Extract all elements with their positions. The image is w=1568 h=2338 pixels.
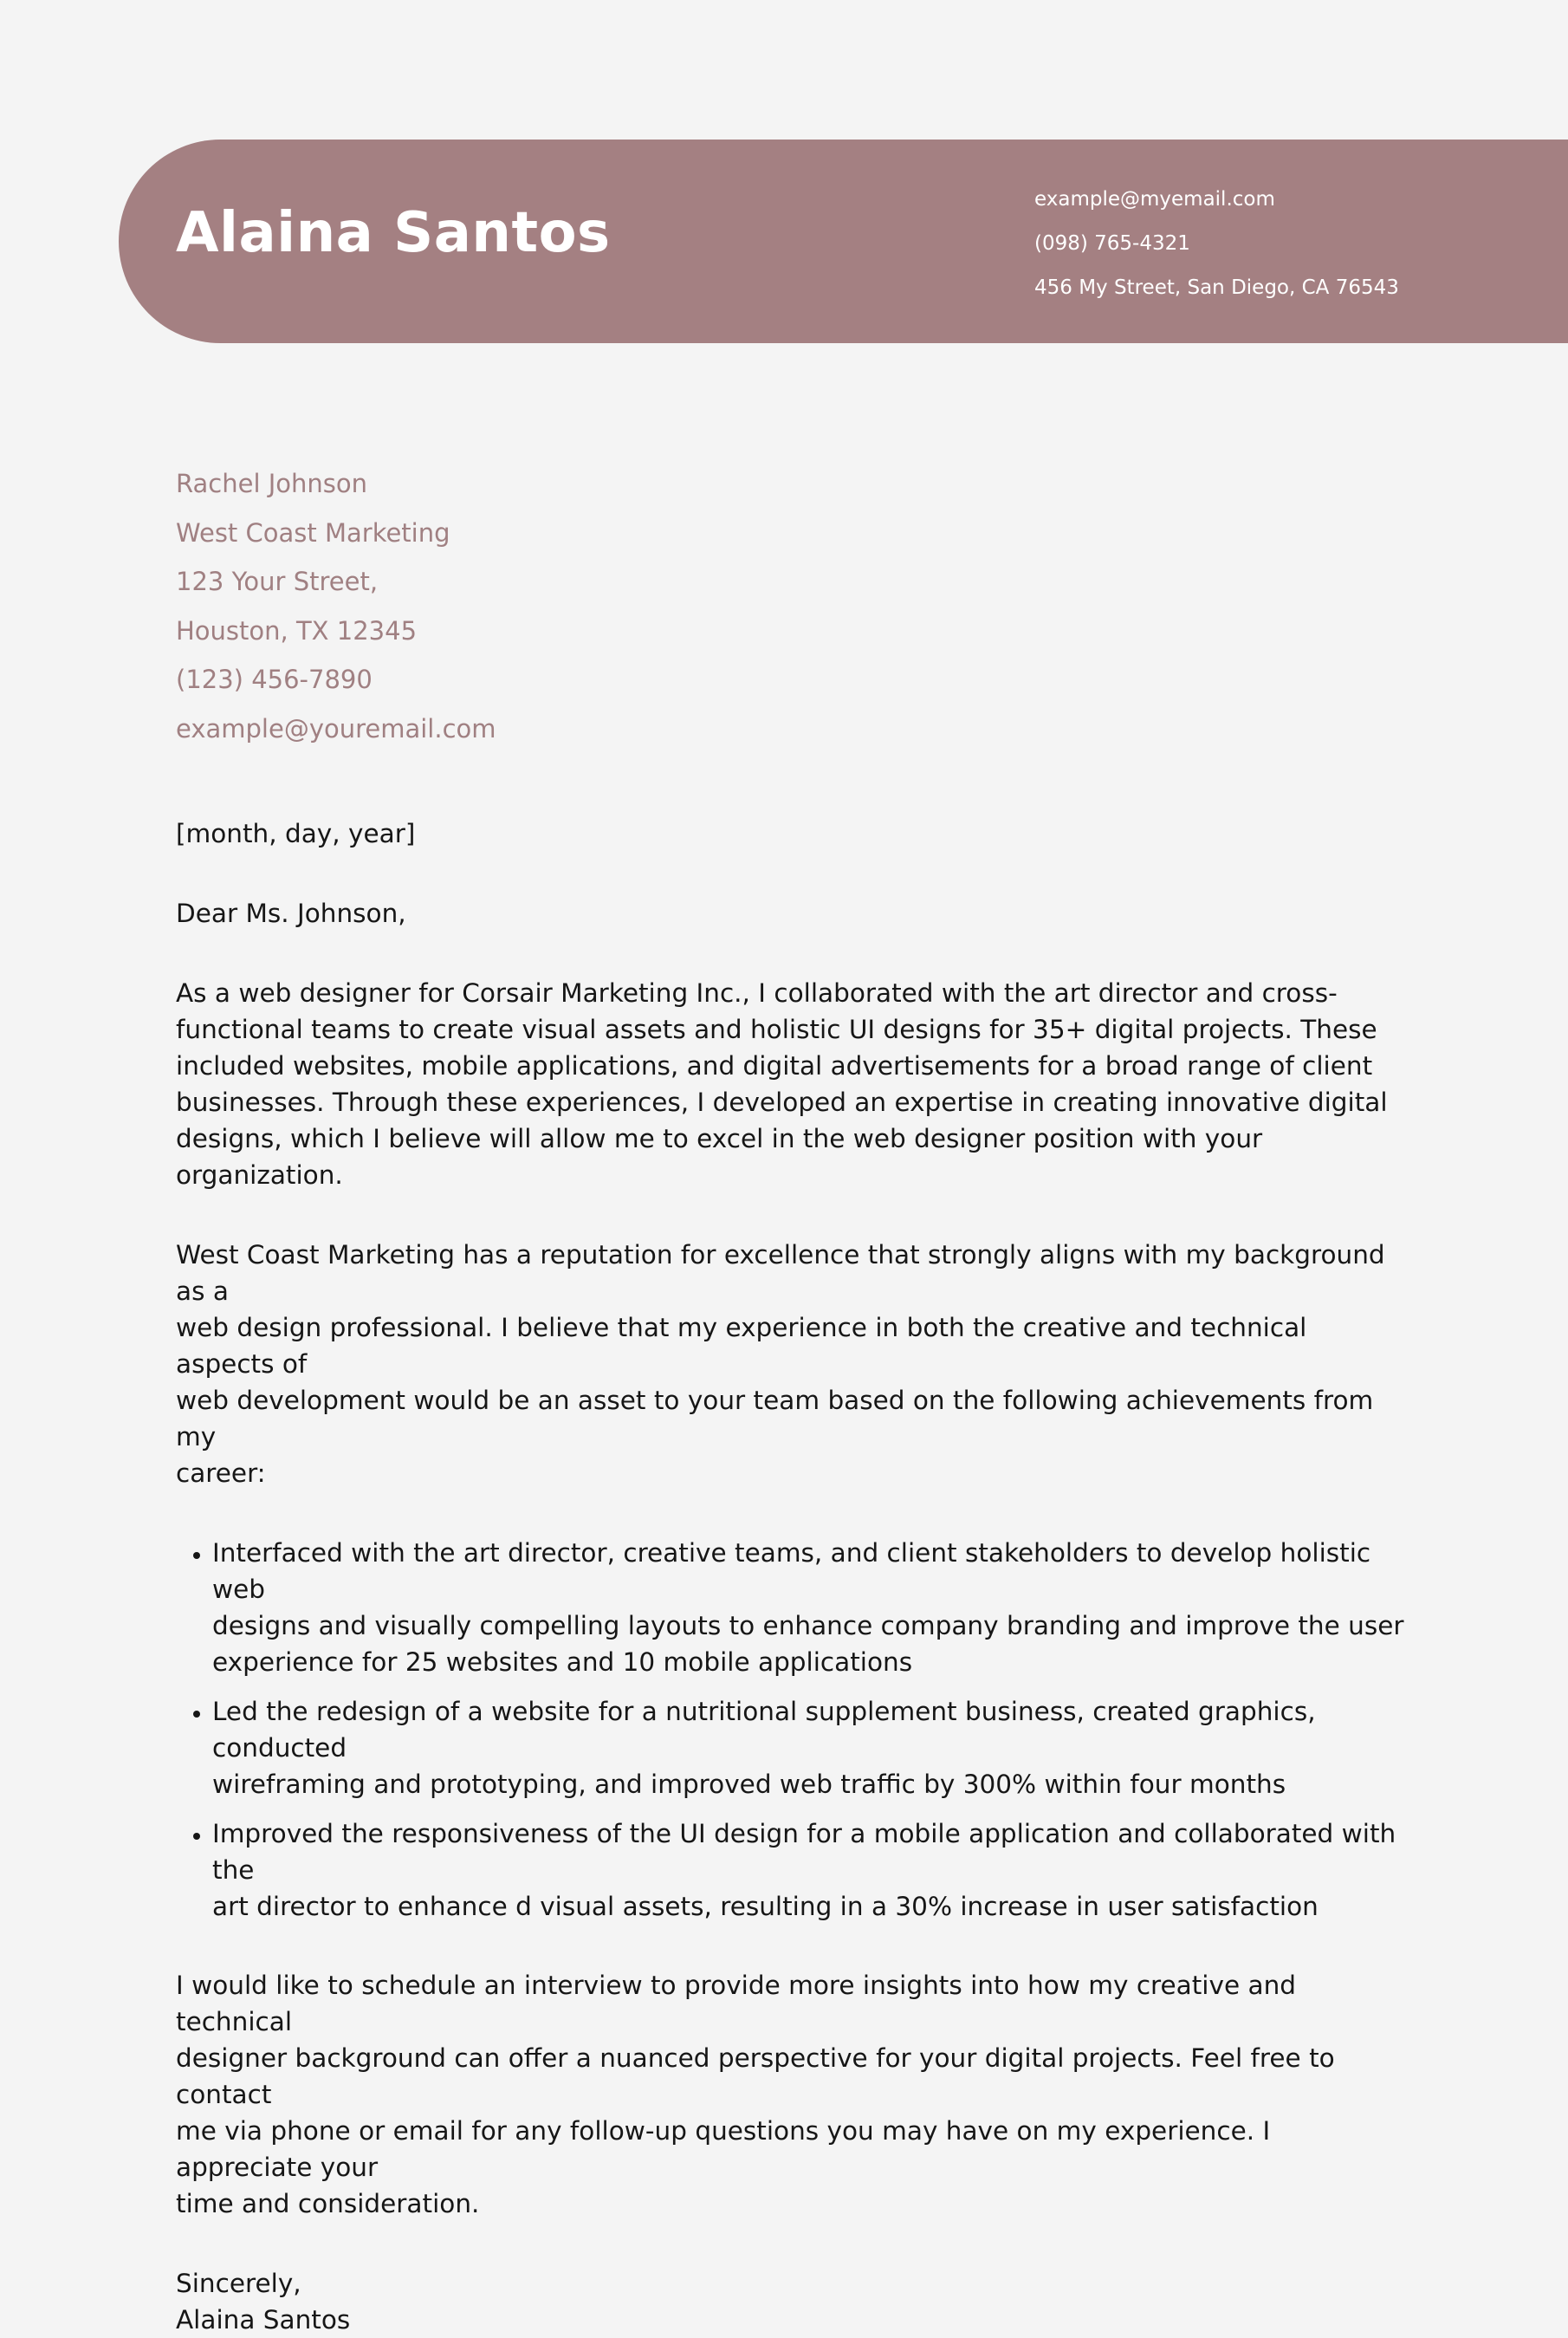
- letter-body: [176, 815, 1406, 2338]
- signature-name: Alaina Santos: [176, 2305, 351, 2335]
- paragraph-closing: I would like to schedule an interview to provide more insights into how my creative and technical designer background can offer a nuanced perspective for your digital projects. Feel free to contact me via phone or email for any follow-up questions you may have on my experience. I appreciate your time and consideration.: [176, 1971, 1335, 2218]
- header-band: [119, 140, 1568, 343]
- recipient-street: 123 Your Street,: [176, 567, 379, 596]
- sender-contact: [1034, 178, 1399, 310]
- recipient-name: Rachel Johnson: [176, 469, 368, 498]
- sender-address: 456 My Street, San Diego, CA 76543: [1034, 276, 1399, 299]
- recipient-block: [176, 459, 496, 753]
- achievements-list: [176, 1535, 1406, 1925]
- recipient-phone: (123) 456-7890: [176, 665, 373, 694]
- recipient-company: West Coast Marketing: [176, 517, 450, 548]
- salutation: Dear Ms. Johnson,: [176, 899, 406, 928]
- signoff: [176, 2265, 1406, 2338]
- closing-word: Sincerely,: [176, 2269, 301, 2298]
- sender-name: Alaina Santos: [176, 201, 611, 265]
- recipient-email: example@youremail.com: [176, 713, 496, 744]
- sender-phone: (098) 765-4321: [1034, 232, 1190, 255]
- letter-date: [month, day, year]: [176, 819, 416, 848]
- list-item: • Interfaced with the art director, creative teams, and client stakeholders to develop holistic web designs and visually compelling layouts to enhance company branding and improve the user experience for 25 websites and 10 mobile applications: [212, 1535, 1406, 1680]
- paragraph-intro: As a web designer for Corsair Marketing Inc., I collaborated with the art director and cross- functional teams to create visual assets and holistic UI designs for 35+ digital projects. These included websites, mobile applications, and digital advertisements for a broad range of client businesses. Through these experiences, I developed an expertise in creating innovative digital designs, which I believe will allow me to excel in the web designer position with your organization.: [176, 978, 1388, 1190]
- list-item: • Led the redesign of a website for a nutritional supplement business, created graphics, conducted wireframing and prototyping, and improved web traffic by 300% within four months: [212, 1693, 1406, 1802]
- recipient-city: Houston, TX 12345: [176, 615, 418, 646]
- sender-email: example@myemail.com: [1034, 188, 1275, 211]
- paragraph-alignment: West Coast Marketing has a reputation for excellence that strongly aligns with my background as a web design professional. I believe that my experience in both the creative and technical aspects of web development would be an asset to your team based on the following achievements from my career:: [176, 1240, 1385, 1488]
- list-item: • Improved the responsiveness of the UI design for a mobile application and collaborated with the art director to enhance d visual assets, resulting in a 30% increase in user satisfaction: [212, 1815, 1406, 1925]
